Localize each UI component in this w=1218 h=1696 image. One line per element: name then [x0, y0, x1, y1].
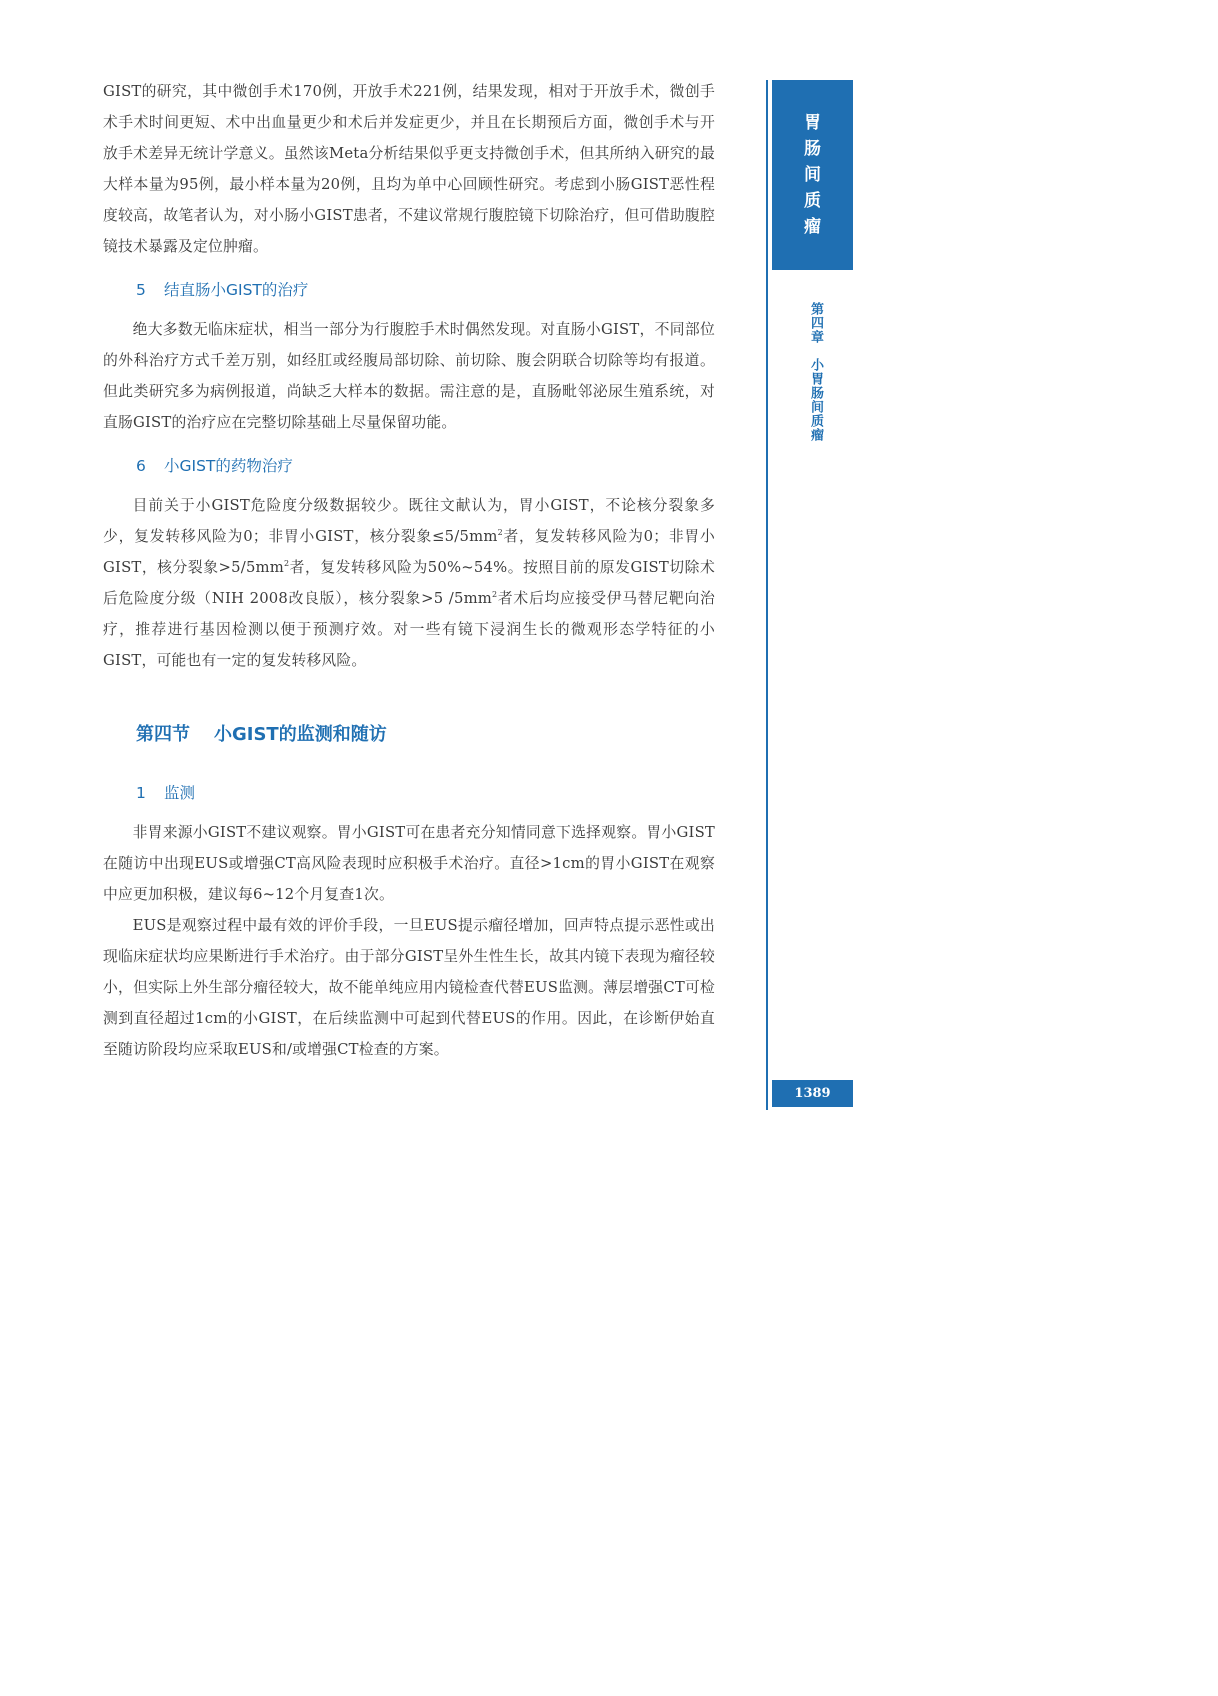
text-run: 目前关于小GIST危险度分级数据较少。既往文献认为，胃小GIST，不论核分裂象多少，复发转移风险为0；非胃小GIST，核分裂象≤5/5mm	[103, 497, 715, 545]
paragraph-monitoring: 非胃来源小GIST不建议观察。胃小GIST可在患者充分知情同意下选择观察。胃小GIST在随访中出现EUS或增强CT高风险表现时应积极手术治疗。直径>1cm的胃小GIST在观察中应更加积极，建议每6~12个月复查1次。	[103, 824, 715, 903]
subheading-title: 结直肠小GIST的治疗	[164, 281, 309, 299]
chapter-tab-char: 间	[804, 165, 821, 185]
subheading-1	[103, 778, 715, 808]
text-run: 者术后均应接受伊马替尼靶向治疗，推荐进行基因检测以便于预测疗效。对一些有镜下浸润生长的微观形态学特征的小GIST，可能也有一定的复发转移风险。	[103, 590, 715, 669]
main-text-column	[103, 76, 715, 1065]
section-title	[103, 720, 715, 750]
paragraph-colorectal: 绝大多数无临床症状，相当一部分为行腹腔手术时偶然发现。对直肠小GIST，不同部位的外科治疗方式千差万别，如经肛或经腹局部切除、前切除、腹会阴联合切除等均有报道。但此类研究多为病例报道，尚缺乏大样本的数据。需注意的是，直肠毗邻泌尿生殖系统，对直肠GIST的治疗应在完整切除基础上尽量保留功能。	[103, 321, 715, 431]
chapter-label: 第四章 小胃肠间质瘤	[808, 302, 823, 442]
chapter-tab	[772, 80, 853, 270]
page-number: 1389	[772, 1080, 853, 1107]
paragraph-drug-therapy	[103, 490, 715, 676]
subheading-number: 5	[136, 281, 146, 299]
subheading-title: 小GIST的药物治疗	[164, 457, 293, 475]
superscript: 2	[497, 528, 503, 538]
subheading-number: 1	[136, 784, 146, 802]
subheading-number: 6	[136, 457, 146, 475]
paragraph-minimally-invasive: GIST的研究，其中微创手术170例，开放手术221例，结果发现，相对于开放手术，微创手术手术时间更短、术中出血量更少和术后并发症更少，并且在长期预后方面，微创手术与开放手术差异无统计学意义。虽然该Meta分析结果似乎更支持微创手术，但其所纳入研究的最大样本量为95例，最小样本量为20例，且均为单中心回顾性研究。考虑到小肠GIST恶性程度较高，故笔者认为，对小肠小GIST患者，不建议常规行腹腔镜下切除治疗，但可借助腹腔镜技术暴露及定位肿瘤。	[103, 83, 715, 255]
superscript: 2	[492, 590, 498, 600]
chapter-tab-char: 肠	[804, 139, 821, 159]
sidebar-divider	[766, 80, 768, 1110]
section-title-text: 小GIST的监测和随访	[214, 724, 387, 745]
chapter-tab-char: 胃	[804, 113, 821, 133]
subheading-5	[103, 275, 715, 305]
text-run: 者，复发转移风险为50%~54%。按照目前的原发GIST切除术后危险度分级（NIH 2008改良版），核分裂象>5 /5mm	[103, 559, 715, 607]
chapter-tab-char: 质	[804, 191, 821, 211]
chapter-tab-char: 瘤	[804, 217, 821, 237]
subheading-title: 监测	[164, 784, 196, 802]
text-run: 者，复发转移风险为0；非胃小GIST，核分裂象>5/5mm	[103, 528, 715, 576]
section-number: 第四节	[136, 724, 190, 745]
paragraph-eus: EUS是观察过程中最有效的评价手段，一旦EUS提示瘤径增加，回声特点提示恶性或出现临床症状均应果断进行手术治疗。由于部分GIST呈外生性生长，故其内镜下表现为瘤径较小，但实际上外生部分瘤径较大，故不能单纯应用内镜检查代替EUS监测。薄层增强CT可检测到直径超过1cm的小GIST，在后续监测中可起到代替EUS的作用。因此，在诊断伊始直至随访阶段均应采取EUS和/或增强CT检查的方案。	[103, 917, 715, 1058]
subheading-6	[103, 451, 715, 481]
superscript: 2	[284, 559, 290, 569]
